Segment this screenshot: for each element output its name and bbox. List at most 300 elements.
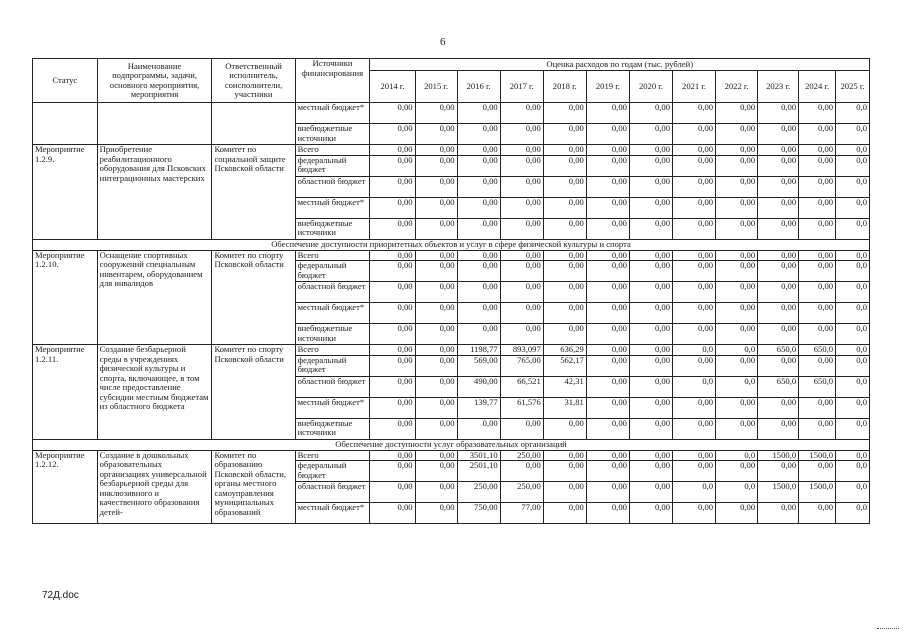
value-cell: 0,00 (758, 261, 799, 282)
header-year: 2018 г. (543, 71, 586, 103)
value-cell: 1198,77 (457, 345, 500, 356)
value-cell: 0,00 (370, 345, 415, 356)
status-cell: Мероприятие 1.2.10. (33, 250, 98, 345)
source-cell: Всего (295, 145, 370, 156)
value-cell: 0,00 (586, 197, 629, 218)
header-status: Статус (33, 59, 98, 103)
value-cell: 0,00 (415, 324, 457, 345)
value-cell: 0,00 (415, 145, 457, 156)
value-cell: 66,521 (500, 376, 543, 397)
source-cell: федеральный бюджет (295, 261, 370, 282)
value-cell: 636,29 (543, 345, 586, 356)
value-cell: 0,00 (716, 303, 758, 324)
source-cell: местный бюджет* (295, 197, 370, 218)
table-row (33, 103, 870, 124)
value-cell: 0,00 (586, 450, 629, 461)
value-cell: 0,00 (758, 124, 799, 145)
value-cell: 0,00 (586, 324, 629, 345)
value-cell: 0,00 (500, 176, 543, 197)
source-cell: внебюджетные источники (295, 418, 370, 439)
header-year: 2017 г. (500, 71, 543, 103)
value-cell: 0,0 (836, 103, 870, 124)
value-cell: 0,00 (586, 418, 629, 439)
value-cell: 61,576 (500, 397, 543, 418)
value-cell: 0,0 (836, 250, 870, 261)
value-cell: 0,00 (415, 282, 457, 303)
value-cell: 0,00 (758, 355, 799, 376)
value-cell: 750,00 (457, 503, 500, 524)
value-cell: 0,00 (673, 282, 716, 303)
value-cell: 0,00 (629, 345, 672, 356)
value-cell: 0,00 (673, 103, 716, 124)
value-cell: 0,00 (799, 324, 836, 345)
responsible-cell: Комитет по спорту Псковской области (212, 345, 295, 440)
value-cell: 0,00 (370, 145, 415, 156)
value-cell: 0,00 (415, 376, 457, 397)
value-cell: 0,00 (415, 461, 457, 482)
value-cell: 0,00 (758, 250, 799, 261)
header-year: 2024 г. (799, 71, 836, 103)
value-cell: 0,00 (457, 218, 500, 239)
value-cell: 0,00 (370, 103, 415, 124)
value-cell: 0,0 (836, 324, 870, 345)
value-cell: 893,097 (500, 345, 543, 356)
source-cell: федеральный бюджет (295, 461, 370, 482)
value-cell: 0,00 (799, 282, 836, 303)
value-cell: 0,00 (758, 324, 799, 345)
value-cell: 0,00 (586, 303, 629, 324)
status-cell: Мероприятие 1.2.9. (33, 145, 98, 240)
value-cell: 0,00 (370, 176, 415, 197)
value-cell: 0,00 (799, 155, 836, 176)
header-year: 2016 г. (457, 71, 500, 103)
value-cell: 0,0 (836, 461, 870, 482)
value-cell: 0,0 (836, 197, 870, 218)
value-cell: 650,0 (799, 376, 836, 397)
value-cell: 0,00 (799, 218, 836, 239)
value-cell: 0,00 (415, 197, 457, 218)
value-cell: 0,00 (758, 176, 799, 197)
value-cell: 0,00 (673, 418, 716, 439)
value-cell: 0,00 (673, 324, 716, 345)
value-cell: 0,00 (629, 124, 672, 145)
value-cell: 0,00 (586, 482, 629, 503)
value-cell: 0,00 (716, 124, 758, 145)
value-cell: 0,00 (370, 503, 415, 524)
value-cell: 0,00 (500, 218, 543, 239)
value-cell: 0,00 (543, 418, 586, 439)
value-cell: 0,00 (758, 397, 799, 418)
value-cell: 0,00 (415, 345, 457, 356)
value-cell: 0,0 (716, 482, 758, 503)
value-cell: 0,00 (500, 418, 543, 439)
value-cell: 0,00 (673, 503, 716, 524)
value-cell: 0,00 (586, 261, 629, 282)
value-cell: 0,0 (836, 176, 870, 197)
value-cell: 0,0 (836, 345, 870, 356)
source-cell: местный бюджет* (295, 397, 370, 418)
value-cell: 0,00 (716, 503, 758, 524)
responsible-cell: Комитет по социальной защите Псковской области (212, 145, 295, 240)
value-cell: 0,00 (543, 503, 586, 524)
value-cell: 0,00 (673, 303, 716, 324)
value-cell: 0,0 (836, 261, 870, 282)
value-cell: 0,00 (586, 376, 629, 397)
table-row (33, 450, 870, 461)
source-cell: областной бюджет (295, 482, 370, 503)
value-cell: 0,00 (415, 218, 457, 239)
value-cell: 250,00 (500, 450, 543, 461)
value-cell: 0,00 (415, 124, 457, 145)
value-cell: 0,00 (716, 176, 758, 197)
value-cell: 0,00 (758, 145, 799, 156)
value-cell: 0,00 (716, 155, 758, 176)
value-cell: 0,00 (543, 124, 586, 145)
value-cell: 0,00 (758, 155, 799, 176)
header-sources: Источники финансирования (295, 59, 370, 103)
value-cell: 0,00 (799, 197, 836, 218)
value-cell: 0,00 (415, 261, 457, 282)
value-cell: 0,00 (370, 461, 415, 482)
value-cell: 0,00 (415, 303, 457, 324)
value-cell: 3501,10 (457, 450, 500, 461)
source-cell: внебюджетные источники (295, 324, 370, 345)
header-year: 2022 г. (716, 71, 758, 103)
value-cell: 0,0 (673, 376, 716, 397)
value-cell: 1500,0 (799, 482, 836, 503)
value-cell: 0,00 (415, 103, 457, 124)
value-cell: 0,00 (457, 145, 500, 156)
value-cell: 0,0 (836, 376, 870, 397)
value-cell: 0,0 (836, 218, 870, 239)
value-cell: 0,00 (586, 145, 629, 156)
value-cell: 0,00 (370, 303, 415, 324)
value-cell: 0,00 (586, 124, 629, 145)
name-cell: Приобретение реабилитационного оборудования для Псковских интеграционных мастерских (97, 145, 212, 240)
value-cell: 0,00 (370, 482, 415, 503)
footer-filename: 72Д.doc (42, 590, 79, 601)
value-cell: 562,17 (543, 355, 586, 376)
responsible-cell: Комитет по образованию Псковской области, органы местного самоуправления муниципальных образований (212, 450, 295, 524)
value-cell: 0,00 (370, 218, 415, 239)
value-cell: 0,00 (629, 482, 672, 503)
header-year: 2023 г. (758, 71, 799, 103)
value-cell: 0,00 (673, 197, 716, 218)
value-cell: 0,00 (629, 355, 672, 376)
value-cell: 0,00 (543, 176, 586, 197)
value-cell: 0,00 (543, 482, 586, 503)
value-cell: 0,00 (586, 503, 629, 524)
budget-table (32, 58, 870, 524)
value-cell: 0,00 (629, 461, 672, 482)
value-cell: 765,00 (500, 355, 543, 376)
value-cell: 0,00 (673, 450, 716, 461)
value-cell: 250,00 (457, 482, 500, 503)
value-cell: 0,00 (415, 418, 457, 439)
value-cell: 0,00 (799, 261, 836, 282)
value-cell: 0,00 (629, 397, 672, 418)
value-cell: 0,00 (500, 461, 543, 482)
name-cell: Создание в дошкольных образовательных организациях универсальной безбарьерной среды для инклюзивного и качественного образования детей- (97, 450, 212, 524)
value-cell: 1500,0 (758, 450, 799, 461)
value-cell: 0,00 (543, 145, 586, 156)
value-cell: 1500,0 (799, 450, 836, 461)
value-cell: 0,00 (586, 155, 629, 176)
value-cell: 0,00 (370, 376, 415, 397)
value-cell: 0,00 (758, 197, 799, 218)
value-cell: 0,00 (799, 176, 836, 197)
value-cell: 0,00 (415, 397, 457, 418)
value-cell: 0,00 (673, 250, 716, 261)
value-cell: 0,0 (836, 355, 870, 376)
value-cell: 0,00 (586, 345, 629, 356)
header-responsible: Ответственный исполнитель, соисполнители, участники (212, 59, 295, 103)
value-cell: 0,00 (586, 176, 629, 197)
value-cell: 0,00 (629, 324, 672, 345)
value-cell: 0,0 (716, 345, 758, 356)
value-cell: 0,00 (457, 155, 500, 176)
value-cell: 0,00 (543, 282, 586, 303)
value-cell: 0,00 (543, 303, 586, 324)
value-cell: 0,00 (629, 450, 672, 461)
section-title: Обеспечение доступности приоритетных объектов и услуг в сфере физической культуры и спорта (33, 239, 870, 250)
value-cell: 0,00 (673, 261, 716, 282)
source-cell: Всего (295, 450, 370, 461)
value-cell: 0,00 (758, 218, 799, 239)
value-cell: 0,00 (673, 176, 716, 197)
value-cell: 139,77 (457, 397, 500, 418)
value-cell: 0,00 (500, 124, 543, 145)
value-cell: 0,00 (543, 197, 586, 218)
value-cell: 0,00 (758, 103, 799, 124)
table-row (33, 345, 870, 356)
value-cell: 0,00 (500, 155, 543, 176)
value-cell: 0,00 (799, 418, 836, 439)
value-cell: 0,00 (629, 155, 672, 176)
value-cell: 0,00 (415, 503, 457, 524)
table-row (33, 145, 870, 156)
value-cell: 650,0 (799, 345, 836, 356)
header-year: 2014 г. (370, 71, 415, 103)
value-cell: 0,00 (673, 397, 716, 418)
value-cell: 0,00 (457, 261, 500, 282)
value-cell: 0,00 (415, 482, 457, 503)
value-cell: 0,00 (500, 103, 543, 124)
value-cell: 0,00 (673, 124, 716, 145)
value-cell: 0,00 (629, 282, 672, 303)
value-cell: 0,00 (629, 503, 672, 524)
value-cell: 0,00 (370, 250, 415, 261)
source-cell: местный бюджет* (295, 503, 370, 524)
value-cell: 0,00 (673, 355, 716, 376)
value-cell: 0,00 (716, 218, 758, 239)
value-cell: 0,00 (370, 418, 415, 439)
value-cell: 0,00 (370, 124, 415, 145)
source-cell: федеральный бюджет (295, 355, 370, 376)
value-cell: 0,00 (370, 450, 415, 461)
header-year: 2020 г. (629, 71, 672, 103)
value-cell: 0,00 (799, 303, 836, 324)
value-cell: 0,00 (799, 355, 836, 376)
value-cell: 0,00 (370, 397, 415, 418)
value-cell: 0,0 (836, 397, 870, 418)
value-cell: 0,00 (415, 355, 457, 376)
name-cell: Создание безбарьерной среды в учреждениях физической культуры и спорта, включающее, в том числе предоставление субсидии местным бюджетам из областного бюджета (97, 345, 212, 440)
value-cell: 0,00 (370, 155, 415, 176)
section-row (33, 239, 870, 250)
value-cell: 0,00 (799, 250, 836, 261)
value-cell: 0,0 (836, 282, 870, 303)
value-cell: 0,00 (799, 461, 836, 482)
value-cell: 0,00 (586, 103, 629, 124)
value-cell: 0,00 (629, 103, 672, 124)
value-cell: 0,00 (415, 176, 457, 197)
value-cell: 0,0 (836, 155, 870, 176)
value-cell: 0,00 (629, 250, 672, 261)
value-cell: 0,0 (673, 482, 716, 503)
responsible-cell (212, 103, 295, 145)
value-cell: 0,00 (629, 176, 672, 197)
value-cell: 0,00 (500, 324, 543, 345)
value-cell: 650,0 (758, 345, 799, 356)
value-cell: 0,00 (415, 155, 457, 176)
value-cell: 0,0 (673, 345, 716, 356)
value-cell: 0,00 (758, 303, 799, 324)
value-cell: 0,00 (758, 503, 799, 524)
value-cell: 0,00 (716, 261, 758, 282)
value-cell: 0,00 (370, 355, 415, 376)
value-cell: 31,81 (543, 397, 586, 418)
value-cell: 0,00 (716, 355, 758, 376)
source-cell: местный бюджет* (295, 303, 370, 324)
value-cell: 0,00 (629, 303, 672, 324)
value-cell: 0,00 (629, 197, 672, 218)
status-cell: Мероприятие 1.2.12. (33, 450, 98, 524)
source-cell: областной бюджет (295, 376, 370, 397)
table-header (33, 59, 870, 103)
value-cell: 0,00 (543, 103, 586, 124)
value-cell: 0,00 (586, 461, 629, 482)
value-cell: 0,00 (370, 261, 415, 282)
status-cell: Мероприятие 1.2.11. (33, 345, 98, 440)
value-cell: 250,00 (500, 482, 543, 503)
value-cell: 0,0 (836, 124, 870, 145)
value-cell: 42,31 (543, 376, 586, 397)
value-cell: 0,00 (370, 324, 415, 345)
value-cell: 0,00 (629, 145, 672, 156)
value-cell: 0,00 (543, 261, 586, 282)
source-cell: внебюджетные источники (295, 124, 370, 145)
value-cell: 0,00 (415, 450, 457, 461)
value-cell: 0,00 (716, 250, 758, 261)
value-cell: 0,0 (836, 418, 870, 439)
name-cell: Оснащение спортивных сооружений специальным инвентарем, оборудованием для инвалидов (97, 250, 212, 345)
source-cell: федеральный бюджет (295, 155, 370, 176)
value-cell: 77,00 (500, 503, 543, 524)
value-cell: 0,00 (799, 145, 836, 156)
value-cell: 0,00 (716, 282, 758, 303)
value-cell: 0,00 (457, 103, 500, 124)
value-cell: 0,00 (799, 397, 836, 418)
value-cell: 0,0 (836, 303, 870, 324)
table-row (33, 250, 870, 261)
value-cell: 0,00 (457, 176, 500, 197)
value-cell: 0,00 (543, 155, 586, 176)
value-cell: 0,00 (457, 418, 500, 439)
value-cell: 0,0 (836, 482, 870, 503)
table-body (33, 103, 870, 524)
header-name: Наименование подпрограммы, задачи, основного мероприятия, мероприятия (97, 59, 212, 103)
value-cell: 0,00 (673, 145, 716, 156)
source-cell: Всего (295, 345, 370, 356)
value-cell: 0,00 (543, 218, 586, 239)
value-cell: 0,00 (415, 250, 457, 261)
value-cell: 0,00 (457, 324, 500, 345)
value-cell: 0,00 (716, 461, 758, 482)
value-cell: 0,00 (500, 303, 543, 324)
value-cell: 0,00 (543, 324, 586, 345)
value-cell: 0,00 (758, 461, 799, 482)
section-title: Обеспечение доступности услуг образовательных организаций (33, 439, 870, 450)
value-cell: 0,00 (500, 197, 543, 218)
value-cell: 0,00 (370, 282, 415, 303)
header-estimate: Оценка расходов по годам (тыс. рублей) (370, 59, 870, 71)
responsible-cell: Комитет по спорту Псковской области (212, 250, 295, 345)
value-cell: 2501,10 (457, 461, 500, 482)
value-cell: 0,00 (543, 461, 586, 482)
header-year: 2019 г. (586, 71, 629, 103)
value-cell: 0,00 (716, 418, 758, 439)
source-cell: Всего (295, 250, 370, 261)
source-cell: областной бюджет (295, 176, 370, 197)
page-number: 6 (440, 36, 446, 48)
value-cell: 0,00 (673, 218, 716, 239)
value-cell: 569,00 (457, 355, 500, 376)
value-cell: 0,00 (500, 145, 543, 156)
source-cell: местный бюджет* (295, 103, 370, 124)
name-cell (97, 103, 212, 145)
value-cell: 0,00 (629, 218, 672, 239)
value-cell: 0,00 (716, 397, 758, 418)
value-cell: 0,00 (500, 250, 543, 261)
value-cell: 0,00 (629, 418, 672, 439)
value-cell: 0,00 (457, 303, 500, 324)
value-cell: 0,00 (457, 197, 500, 218)
value-cell: 0,00 (629, 261, 672, 282)
header-year: 2015 г. (415, 71, 457, 103)
source-cell: областной бюджет (295, 282, 370, 303)
header-year: 2025 г. (836, 71, 870, 103)
value-cell: 650,0 (758, 376, 799, 397)
value-cell: 0,00 (586, 250, 629, 261)
value-cell: 0,0 (836, 450, 870, 461)
value-cell: 1500,0 (758, 482, 799, 503)
value-cell: 0,00 (716, 324, 758, 345)
value-cell: 0,0 (836, 145, 870, 156)
value-cell: 0,00 (500, 261, 543, 282)
value-cell: 0,00 (586, 218, 629, 239)
value-cell: 490,00 (457, 376, 500, 397)
value-cell: 0,00 (543, 450, 586, 461)
value-cell: 0,00 (758, 282, 799, 303)
value-cell: 0,0 (836, 503, 870, 524)
value-cell: 0,00 (673, 461, 716, 482)
value-cell: 0,00 (629, 376, 672, 397)
value-cell: 0,00 (586, 355, 629, 376)
value-cell: 0,00 (799, 503, 836, 524)
status-cell (33, 103, 98, 145)
value-cell: 0,00 (543, 250, 586, 261)
